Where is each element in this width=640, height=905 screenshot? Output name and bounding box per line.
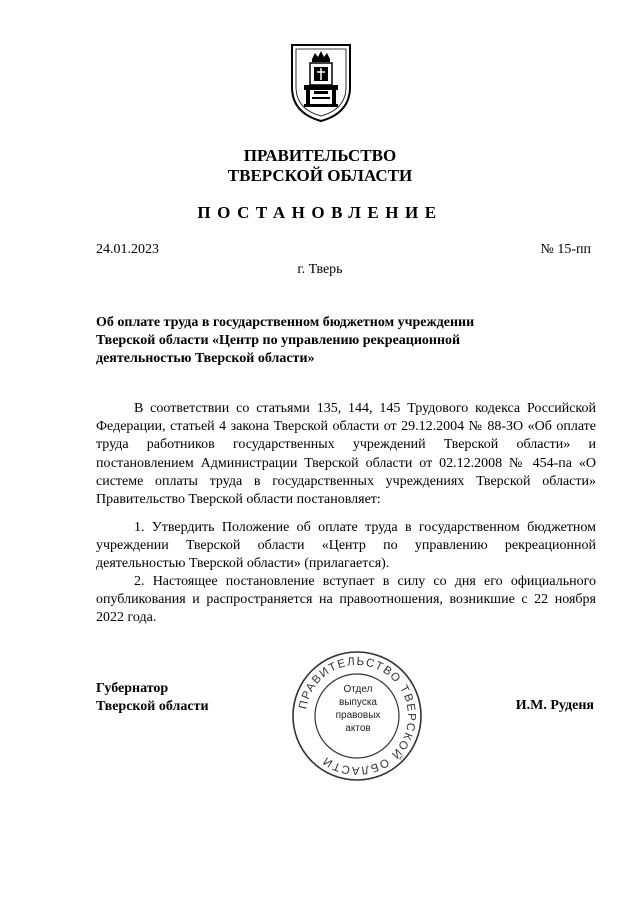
- stamp-ring-text: ПРАВИТЕЛЬСТВО ТВЕРСКОЙ ОБЛАСТИ: [297, 655, 418, 777]
- subject-line3: деятельностью Тверской области»: [96, 351, 315, 366]
- subject-line2: Тверской области «Центр по управлению рекреационной: [96, 333, 461, 348]
- document-type-title: ПОСТАНОВЛЕНИЕ: [197, 203, 443, 222]
- document-number: № 15-пп: [540, 242, 591, 257]
- document-date: 24.01.2023: [96, 242, 159, 257]
- stamp-inner-line4: актов: [345, 723, 371, 734]
- body-paragraph-preamble: В соответствии со статьями 135, 144, 145 Трудового кодекса Российской Федерации, статьей 4 закона Тверской области от 29.12.2004 № 88-ЗО «Об оплате труда работников государственных учреждений Тверской области» и постановлением Администрации Тверской области от 02.12.2008 № 454-па «О системе оплаты труда в государственных учреждениях Тверской области» Правительство Тверской области постановляет:: [96, 401, 596, 508]
- stamp-inner-line1: Отдел: [343, 684, 373, 695]
- organization-name-line1: ПРАВИТЕЛЬСТВО: [243, 146, 397, 165]
- signatory-title-line2: Тверской области: [96, 699, 209, 714]
- organization-name-line2: ТВЕРСКОЙ ОБЛАСТИ: [227, 166, 413, 185]
- body-paragraph-item1: 1. Утвердить Положение об оплате труда в государственном бюджетном учреждении Тверской области «Центр по управлению рекреационной деятельностью Тверской области» (прилагается).: [96, 520, 596, 572]
- document-subject: [96, 314, 536, 368]
- subject-line1: Об оплате труда в государственном бюджетном учреждении: [96, 315, 475, 330]
- signatory-name: И.М. Руденя: [515, 698, 594, 713]
- signatory-title-line1: Губернатор: [96, 681, 169, 696]
- coat-of-arms-emblem: [288, 41, 354, 123]
- body-paragraph-item2: 2. Настоящее постановление вступает в силу со дня его официального опубликования и распространяется на правоотношения, возникшие с 22 ноября 2022 года.: [96, 574, 596, 626]
- stamp-inner-line2: выпуска: [339, 697, 377, 708]
- document-city: г. Тверь: [297, 262, 343, 277]
- stamp-inner-line3: правовых: [335, 710, 381, 721]
- signatory-title: [96, 680, 209, 716]
